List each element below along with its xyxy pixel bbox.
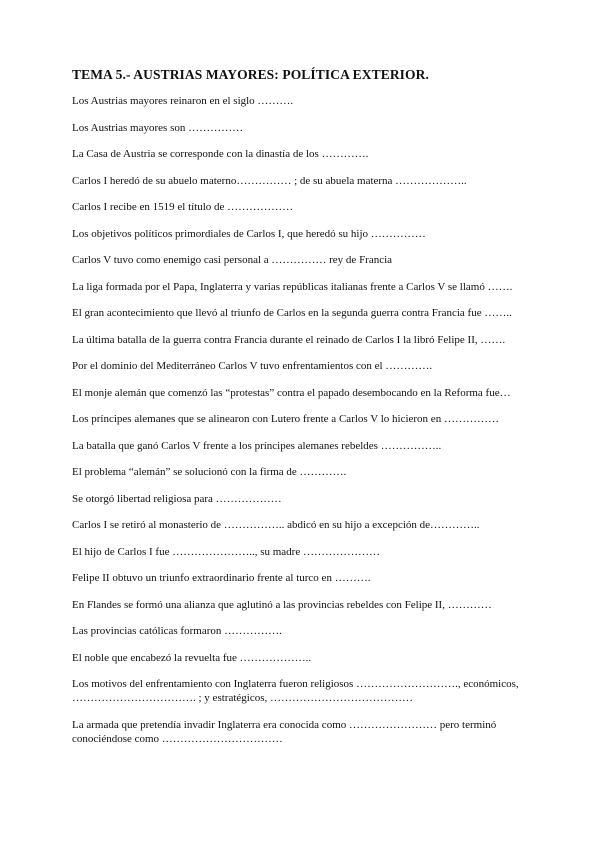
question-8: La liga formada por el Papa, Inglaterra y varias repúblicas italianas frente a Carlos V se llamó ……. — [72, 280, 513, 293]
question-2: Los Austrias mayores son …………… — [72, 121, 244, 134]
question-9: El gran acontecimiento que llevó al triunfo de Carlos en la segunda guerra contra Francia fue …….. — [72, 307, 512, 319]
question-20: En Flandes se formó una alianza que aglutinó a las provincias rebeldes con Felipe II, ………… — [72, 598, 492, 611]
question-24: La armada que pretendía invadir Inglaterra era conocida como …………………… pero terminó conociéndose como …………………………… — [72, 718, 497, 745]
question-10: La última batalla de la guerra contra Francia durante el reinado de Carlos I la libró Felipe II, ……. — [72, 333, 506, 346]
question-19: Felipe II obtuvo un triunfo extraordinario frente al turco en ………. — [72, 572, 371, 584]
question-7: Carlos V tuvo como enemigo casi personal a …………… rey de Francia — [72, 254, 393, 266]
worksheet-page — [72, 66, 550, 746]
question-16: Se otorgó libertad religiosa para ……………… — [72, 492, 282, 505]
question-21: Las provincias católicas formaron ……………. — [72, 625, 282, 637]
question-13: Los príncipes alemanes que se alinearon con Lutero frente a Carlos V lo hicieron en …………… — [72, 413, 499, 425]
question-12: El monje alemán que comenzó las “protestas” contra el papado desembocando en la Reforma fue… — [72, 386, 511, 399]
question-4: Carlos I heredó de su abuelo materno…………… ; de su abuela materna ……………….. — [72, 174, 467, 187]
question-11: Por el dominio del Mediterráneo Carlos V tuvo enfrentamientos con el …………. — [72, 360, 433, 372]
page-title: TEMA 5.- AUSTRIAS MAYORES: POLÍTICA EXTERIOR. — [72, 67, 429, 82]
question-23: Los motivos del enfrentamiento con Inglaterra fueron religiosos ………………………., económicos, ……………………………. ; y estratégicos, ………………………………… — [72, 678, 519, 704]
question-1: Los Austrias mayores reinaron en el siglo ………. — [72, 95, 294, 107]
question-18: El hijo de Carlos I fue ………………….., su madre ………………… — [72, 545, 380, 558]
question-14: La batalla que ganó Carlos V frente a los príncipes alemanes rebeldes …………….. — [72, 439, 442, 452]
question-6: Los objetivos políticos primordiales de Carlos I, que heredó su hijo …………… — [72, 227, 426, 240]
question-22: El noble que encabezó la revuelta fue ……………….. — [72, 651, 312, 664]
question-17: Carlos I se retiró al monasterio de …………….. abdicó en su hijo a excepción de………….. — [72, 519, 480, 531]
question-5: Carlos I recibe en 1519 el título de ……………… — [72, 201, 294, 213]
question-15: El problema “alemán” se solucionó con la firma de …………. — [72, 466, 347, 478]
question-3: La Casa de Austria se corresponde con la dinastía de los …………. — [72, 148, 369, 160]
